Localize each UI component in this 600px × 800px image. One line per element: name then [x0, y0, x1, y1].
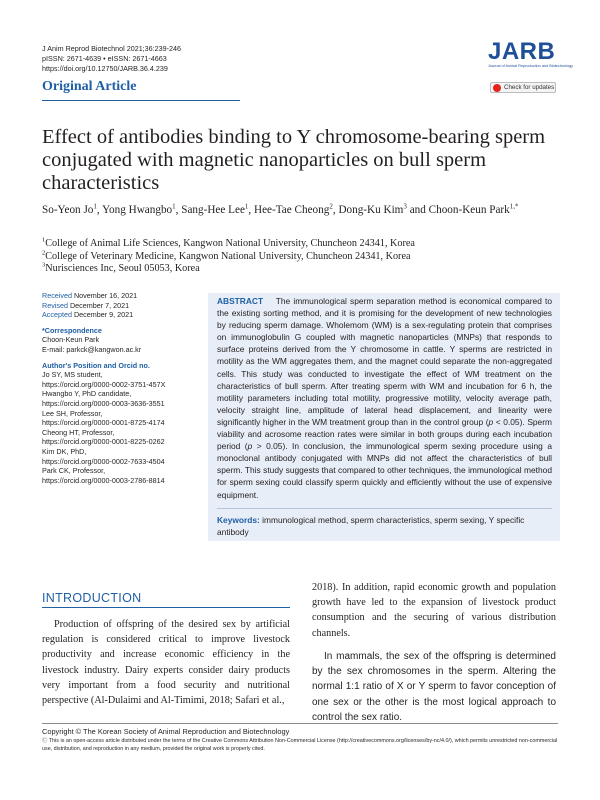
license-text: This is an open-access article distributed under the terms of the Creative Commons Attribution Non-Commercial License (http://creativecommons.org/licenses/by-nc/4.0/), which permits unrestricted non-commercial use, distribution, and reproduction in any medium, provided the original work is properly cited. [42, 738, 558, 752]
orcid-author: Jo SY, MS student, [42, 370, 103, 380]
orcid-author: Kim DK, PhD, [42, 446, 87, 456]
revised-label: Revised [42, 300, 68, 310]
orcid-list [42, 370, 202, 485]
author-name: Dong-Ku Kim [338, 204, 404, 216]
author-list [42, 201, 552, 219]
orcid-author: Hwangbo Y, PhD candidate, [42, 389, 132, 399]
affiliation-mark: 2 [42, 249, 46, 257]
body-paragraph-left: Production of offspring of the desired sex by artificial regulation is considered critical to improve livestock productivity and increase economic efficiency in the livestock industry. Dairy experts consider dairy products very important from a food security and nutritional perspective (Al-Dulaimi and Al-Timimi, 2018; Safari et al., [42, 619, 290, 707]
orcid-link[interactable]: https://orcid.org/0000-0003-3636-3551 [42, 398, 165, 408]
received-value: November 16, 2021 [73, 291, 138, 300]
logo-text: JARB [488, 38, 556, 65]
orcid-author: Park CK, Professor, [42, 466, 106, 476]
abstract-text [217, 295, 552, 501]
author-name: Choon-Keun Park [428, 204, 510, 216]
journal-doi[interactable]: https://doi.org/10.12750/JARB.36.4.239 [42, 64, 168, 73]
orcid-link[interactable]: https://orcid.org/0000-0001-8225-0262 [42, 437, 165, 447]
affiliation-mark: 3 [42, 261, 46, 269]
check-updates-label: Check for updates [504, 84, 555, 91]
correspondence-heading: *Correspondence [42, 325, 102, 335]
license-notice [42, 738, 558, 753]
keywords [217, 514, 552, 538]
abstract-part-2: < 0.05). Sperm viability and acrosome reaction rates were similar in both groups during each incubation period ( [217, 416, 552, 452]
p-symbol: p [488, 416, 494, 427]
check-updates-button[interactable] [490, 82, 556, 93]
author-name: Yong Hwangbo [102, 204, 173, 216]
correspondence-email[interactable]: E-mail: parkck@kangwon.ac.kr [42, 344, 142, 354]
affiliation-item [42, 251, 552, 264]
cc-icon: Ⓒ [42, 738, 48, 744]
affiliation-item [42, 238, 552, 251]
orcid-link[interactable]: https://orcid.org/0000-0003-2786-8814 [42, 475, 165, 485]
orcid-link[interactable]: https://orcid.org/0000-0002-3751-457X [42, 379, 166, 389]
author-affiliation-mark: 1 [244, 202, 249, 211]
author-affiliation-mark: 1 [172, 202, 176, 211]
affiliation-list [42, 238, 552, 276]
section-heading-introduction: INTRODUCTION [42, 591, 142, 605]
intro-divider [42, 607, 290, 608]
keywords-label: Keywords: [217, 515, 260, 525]
author-affiliation-mark: 2 [329, 202, 333, 211]
author-separator: and [406, 204, 429, 216]
article-title: Effect of antibodies binding to Y chromosome-bearing sperm conjugated with magnetic nanoparticles on bull sperm characteristics [42, 126, 546, 194]
affiliation-text: Nurisciences Inc, Seoul 05053, Korea [45, 263, 200, 274]
accepted-value: December 9, 2021 [73, 310, 134, 320]
journal-logo [488, 38, 574, 69]
affiliation-text: College of Veterinary Medicine, Kangwon National University, Chuncheon 24341, Korea [45, 250, 411, 262]
author-separator: , [248, 204, 255, 216]
orcid-author: Lee SH, Professor, [42, 408, 103, 418]
author-name: So-Yeon Jo [42, 204, 94, 216]
article-sidebar [42, 291, 202, 485]
accepted-label: Accepted [42, 310, 72, 320]
correspondence-name: Choon-Keun Park [42, 335, 100, 345]
logo-subtitle: Journal of Animal Reproduction and Biotechnology [488, 64, 574, 68]
author-name: Hee-Tae Cheong [254, 204, 330, 216]
footer-divider [42, 723, 558, 724]
orcid-link[interactable]: https://orcid.org/0000-0002-7633-4504 [42, 456, 165, 466]
header-divider [42, 100, 240, 101]
journal-info [42, 44, 181, 74]
body-paragraph-right-2: In mammals, the sex of the offspring is determined by the sex chromosomes in the sperm. Altering the normal 1:1 ratio of X or Y sperm to favor conception of one sex or the other is the most logical approach to control the sex ratio. [312, 651, 556, 723]
affiliation-item [42, 263, 552, 276]
author-separator: , [96, 204, 103, 216]
affiliation-text: College of Animal Life Sciences, Kangwon National University, Chuncheon 24341, Korea [45, 238, 415, 249]
revised-value: December 7, 2021 [69, 300, 130, 310]
abstract-label: ABSTRACT [217, 296, 264, 306]
received-date [42, 291, 202, 301]
affiliation-mark: 1 [42, 236, 46, 244]
section-label: Original Article [42, 79, 137, 94]
author-affiliation-mark: 1 [93, 202, 97, 211]
keywords-value: immunological method, sperm characteristics, sperm sexing, Y specific antibody [217, 515, 525, 538]
author-name: Sang-Hee Lee [181, 204, 245, 216]
check-updates-icon [493, 84, 501, 92]
abstract-part-3: > 0.05). In conclusion, the immunological sperm sexing procedure using a monoclonal antibody conjugated with MNPs did not affect the characteristics of bull sperm. This study suggests that compared to other techniques, the immunological method for sperm sexing could classify sperm quickly and efficiently without the use of expensive equipment. [217, 441, 552, 500]
abstract-divider [217, 508, 552, 509]
orcid-link[interactable]: https://orcid.org/0000-0001-8725-4174 [42, 418, 165, 428]
received-label: Received [42, 291, 72, 300]
journal-citation: J Anim Reprod Biotechnol 2021;36:239-246 [42, 44, 182, 53]
orcid-author: Cheong HT, Professor, [42, 427, 115, 437]
author-affiliation-mark: 3 [403, 202, 407, 211]
journal-issn: pISSN: 2671-4639 • eISSN: 2671-4663 [42, 54, 167, 63]
author-affiliation-mark: 1,* [509, 202, 519, 211]
orcid-heading: Author's Position and Orcid no. [42, 360, 150, 370]
copyright-notice: Copyright © The Korean Society of Animal Reproduction and Biotechnology [42, 727, 290, 736]
author-separator: , [332, 204, 339, 216]
accepted-date [42, 310, 202, 320]
abstract-part-1: The immunological sperm separation method is economical compared to the existing sorting method, and it is promising for the development of new technologies by reducing sperm damage. Wholemom (WM) is a sex-regulating protein that comprises on immunoglobulin G coupled with magnetic nanoparticles (MNPs) that responds to surface proteins derived from the Y chromosome in cattle. Y sperms are restricted in motility as the WM aggregates them, and the magnet could separate the non-aggregated cells. This study was conducted to investigate the effect of WM treatment on the characteristics of bull sperm. After treating sperm with WM and incubation for 6 h, the motility parameters including total motility, progressive motility, velocity average path, velocity straight line, amplitude of lateral head displacement, and linearity were significantly higher in the WM treatment group than in the control group ( [217, 296, 553, 427]
p-symbol: p [247, 441, 253, 452]
body-paragraph-right-1: 2018). In addition, rapid economic growth and population growth have led to the expansion of livestock product consumption and the securing of various distribution channels. [312, 582, 556, 639]
author-separator: , [175, 204, 182, 216]
revised-date [42, 301, 202, 311]
